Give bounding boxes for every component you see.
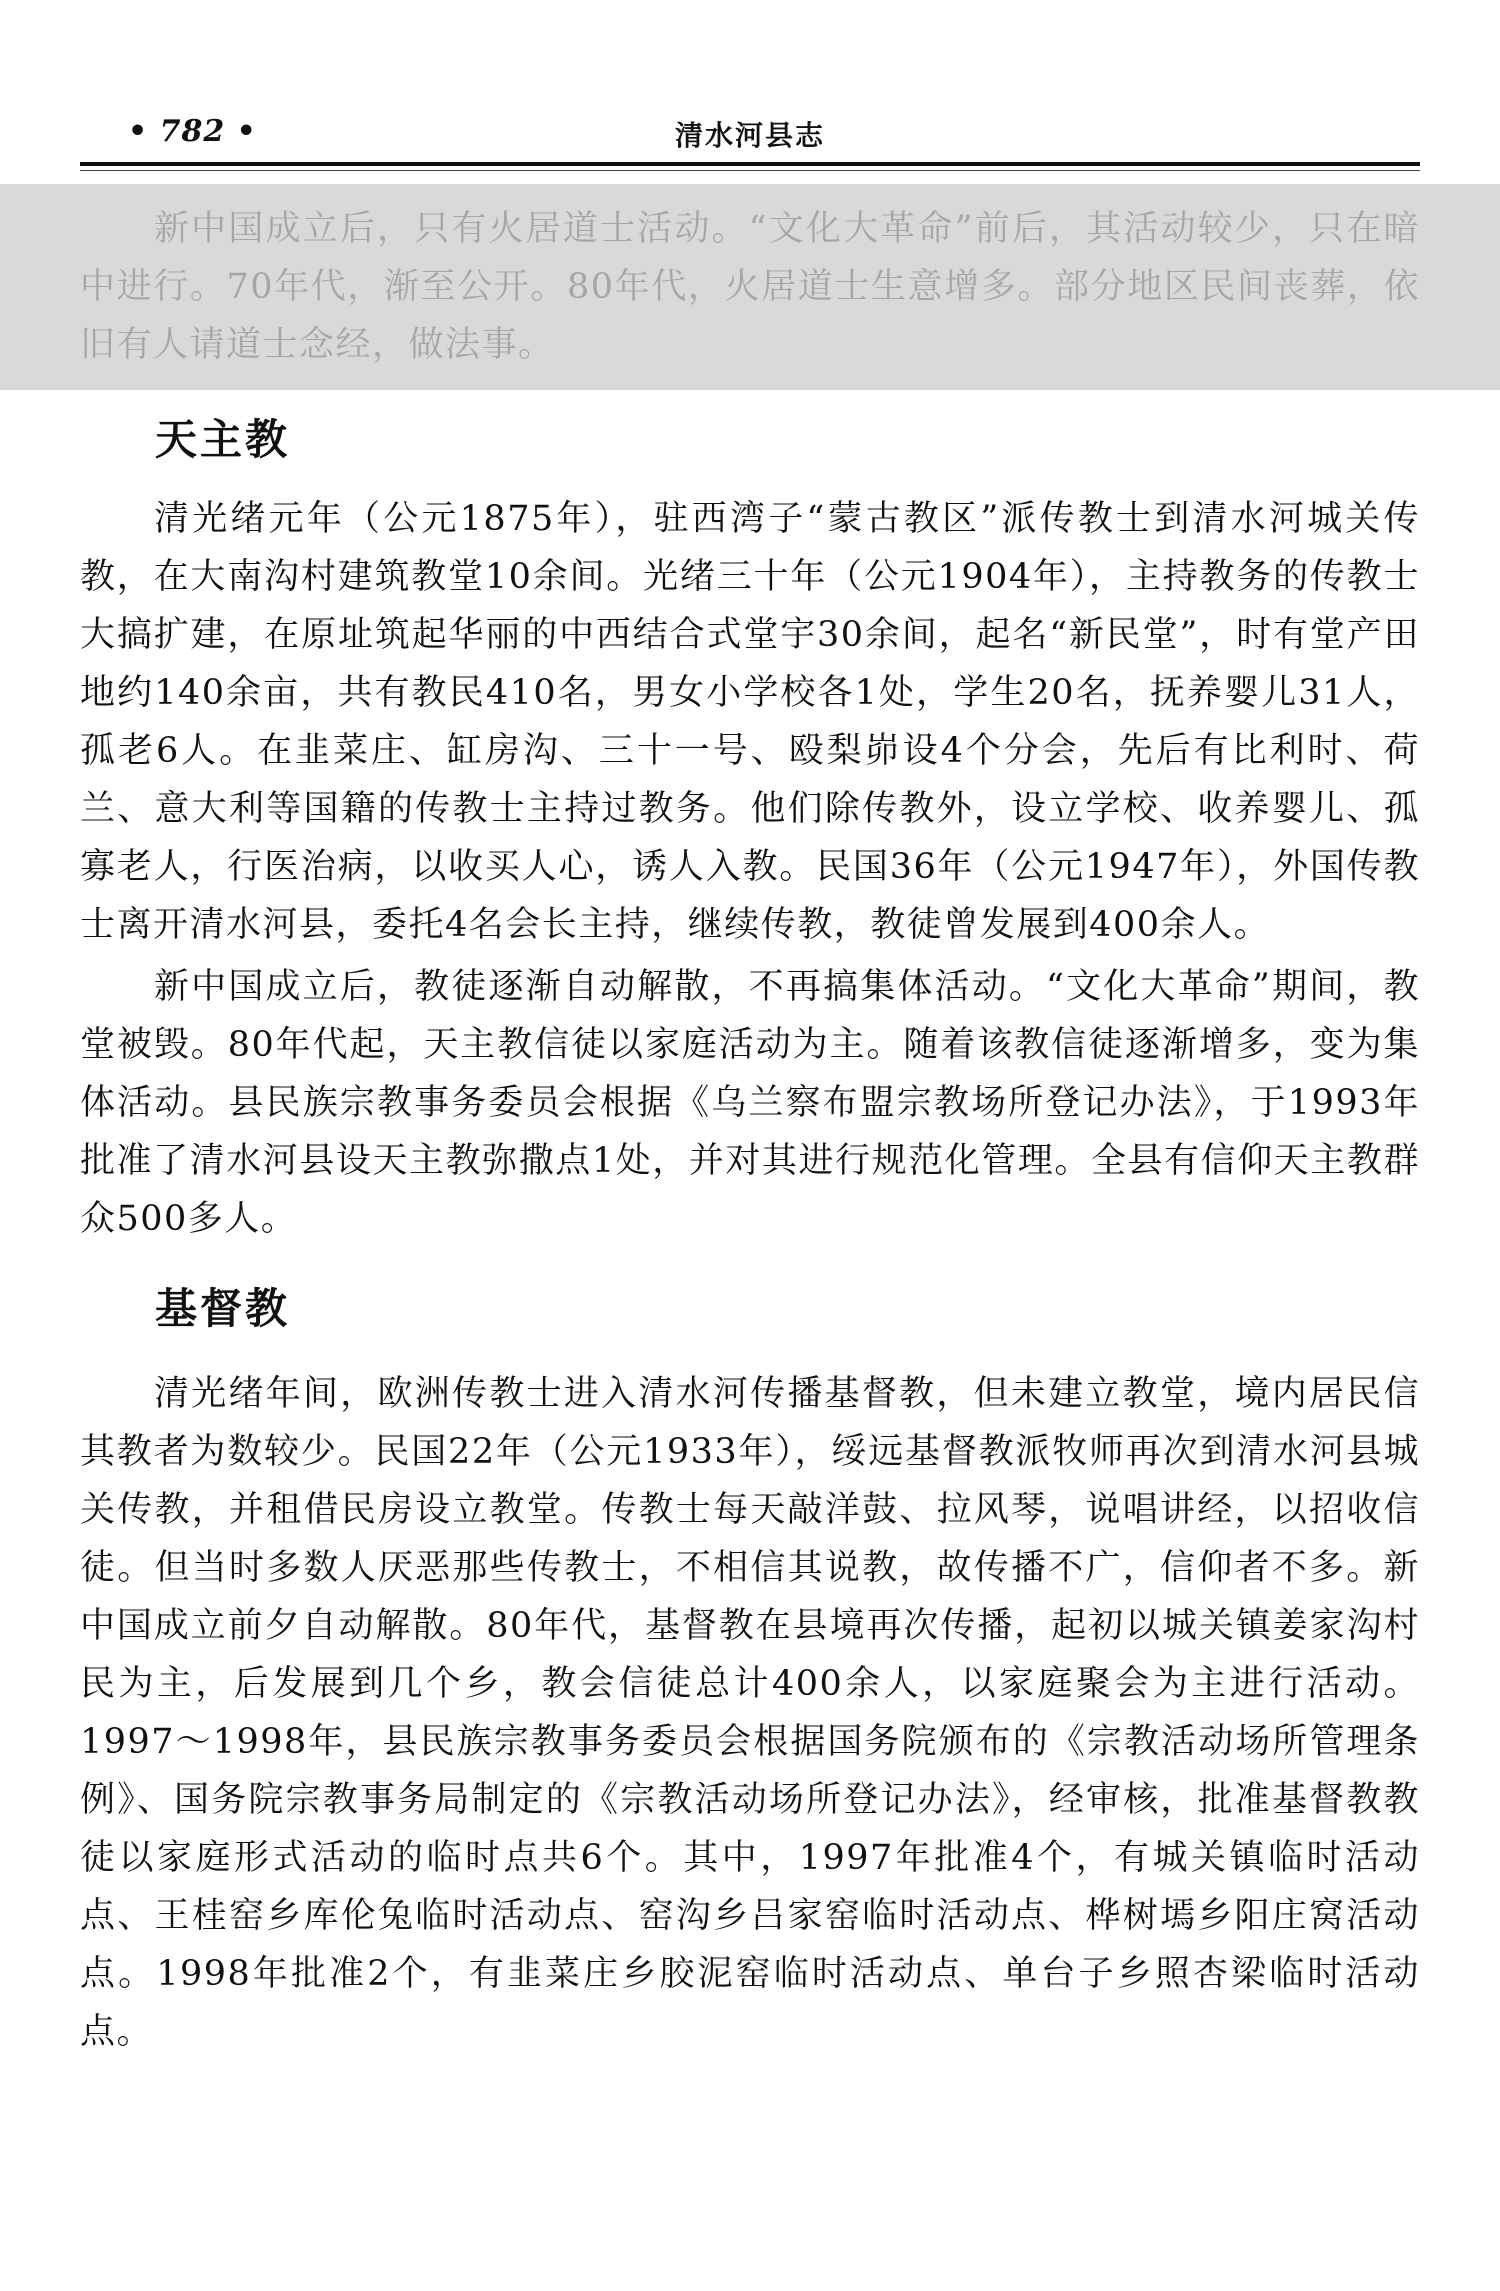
running-title: 清水河县志 [674,119,825,152]
faded-paragraph: 新中国成立后，只有火居道士活动。“文化大革命”前后，其活动较少，只在暗中进行。70年代，渐至公开。80年代，火居道士生意增多。部分地区民间丧葬，依旧有人请道士念经，做法事。 [80,209,1420,365]
page-number: • 782 • [128,114,257,149]
section-title-catholicism: 天主教 [155,415,291,464]
header-rule-thin [80,170,1420,171]
page-header [80,110,1420,162]
paragraph-catholicism-modern: 新中国成立后，教徒逐渐自动解散，不再搞集体活动。“文化大革命”期间，教堂被毁。80年代起，天主教信徒以家庭活动为主。随着该教信徒逐渐增多，变为集体活动。县民族宗教事务委员会根据《乌兰察布盟宗教场所登记办法》，于1993年批准了清水河县设天主教弥撒点1处，并对其进行规范化管理。全县有信仰天主教群众500多人。 [80,967,1420,1239]
paragraph-christianity: 清光绪年间，欧洲传教士进入清水河传播基督教，但未建立教堂，境内居民信其教者为数较少。民国22年（公元1933年），绥远基督教派牧师再次到清水河县城关传教，并租借民房设立教堂。传教士每天敲洋鼓、拉风琴，说唱讲经，以招收信徒。但当时多数人厌恶那些传教士，不相信其说教，故传播不广，信仰者不多。新中国成立前夕自动解散。80年代，基督教在县境再次传播，起初以城关镇姜家沟村民为主，后发展到几个乡，教会信徒总计400余人，以家庭聚会为主进行活动。1997～1998年，县民族宗教事务委员会根据国务院颁布的《宗教活动场所管理条例》、国务院宗教事务局制定的《宗教活动场所登记办法》，经审核，批准基督教教徒以家庭形式活动的临时点共6个。其中，1997年批准4个，有城关镇临时活动点、王桂窑乡库伦兔临时活动点、窑沟乡吕家窑临时活动点、桦树墕乡阳庄窝活动点。1998年批准2个，有韭菜庄乡胶泥窑临时活动点、单台子乡照杏梁临时活动点。 [80,1374,1420,2052]
header-rule [80,162,1420,166]
section-title-christianity: 基督教 [155,1284,291,1333]
paragraph-catholicism-history: 清光绪元年（公元1875年），驻西湾子“蒙古教区”派传教士到清水河城关传教，在大南沟村建筑教堂10余间。光绪三十年（公元1904年），主持教务的传教士大搞扩建，在原址筑起华丽的中西结合式堂宇30余间，起名“新民堂”，时有堂产田地约140余亩，共有教民410名，男女小学校各1处，学生20名，抚养婴儿31人，孤老6人。在韭菜庄、缸房沟、三十一号、殴梨峁设4个分会，先后有比利时、荷兰、意大利等国籍的传教士主持过教务。他们除传教外，设立学校、收养婴儿、孤寡老人，行医治病，以收买人心，诱人入教。民国36年（公元1947年），外国传教士离开清水河县，委托4名会长主持，继续传教，教徒曾发展到400余人。 [80,499,1420,945]
